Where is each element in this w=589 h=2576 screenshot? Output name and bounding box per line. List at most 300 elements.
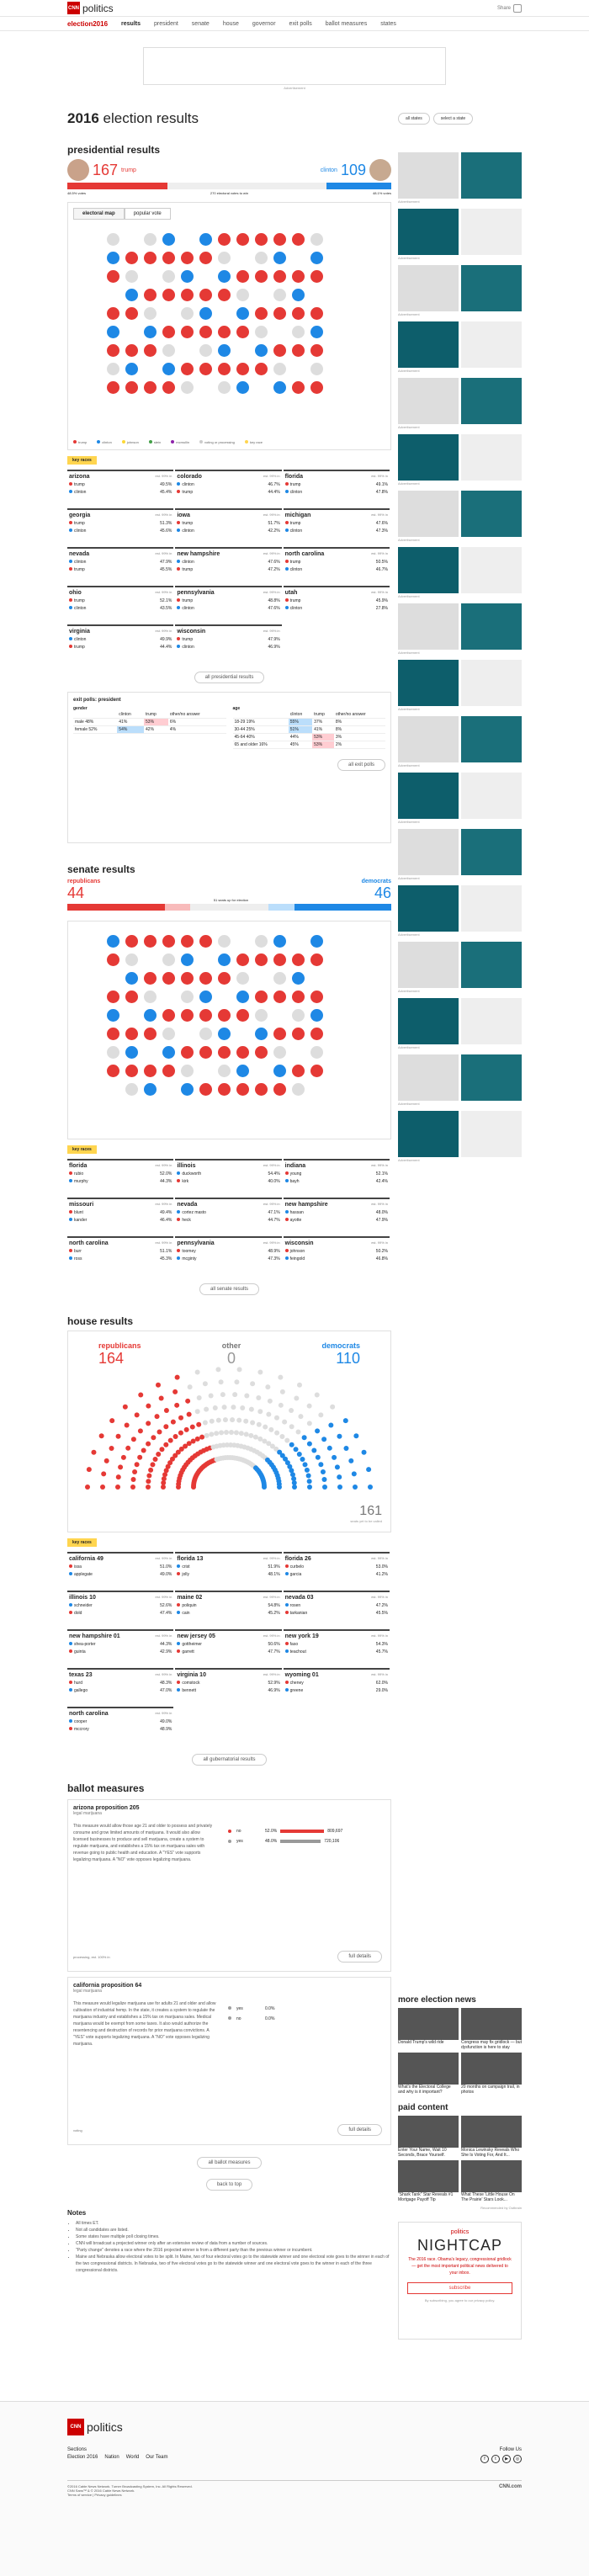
nav-states[interactable]: states [380,20,396,27]
party-dot-icon [285,1210,289,1214]
nav-ballot-measures[interactable]: ballot measures [325,20,368,27]
state-tile[interactable] [125,1028,138,1040]
footer-cnn-logo[interactable]: CNN [67,2419,84,2435]
state-tile[interactable] [218,363,231,375]
state-tile[interactable] [181,1083,194,1096]
state-tile[interactable] [255,1083,268,1096]
news-item[interactable] [398,2053,459,2095]
state-tile[interactable] [236,1046,249,1059]
race-card[interactable]: new jersey 05 est. 99% in gottheimer 50.6% garrett 47.7% [175,1629,281,1668]
state-tile[interactable] [199,363,212,375]
race-card[interactable]: new york 19 est. 99% in faso 54.3% teachout 45.7% [284,1629,390,1668]
state-tile[interactable] [218,381,231,394]
state-tile[interactable] [162,935,175,948]
state-tile[interactable] [273,252,286,264]
race-card[interactable]: north carolina est. 99% in trump 50.5% clinton 46.7% [284,547,390,586]
state-tile[interactable] [162,1065,175,1077]
race-card[interactable]: new hampshire est. 99% in clinton 47.6% trump 47.2% [175,547,281,586]
state-tile[interactable] [181,363,194,375]
paid-item[interactable] [461,2116,522,2158]
footer-link-nation[interactable]: Nation [104,2455,119,2460]
state-tile[interactable] [310,935,323,948]
state-tile[interactable] [125,363,138,375]
state-tile[interactable] [125,991,138,1003]
state-tile[interactable] [292,991,305,1003]
state-tile[interactable] [218,1028,231,1040]
state-tile[interactable] [310,381,323,394]
house-seat [220,1392,226,1397]
all-senate-button[interactable]: all senate results [199,1283,259,1295]
state-tile[interactable] [199,307,212,320]
state-tile[interactable] [107,233,119,246]
race-card[interactable]: new hampshire 01 est. 99% in shea-porter 44.3% guinta 42.9% [67,1629,173,1668]
rail-ad-block[interactable]: Advertisement [398,829,522,880]
state-tile[interactable] [255,935,268,948]
race-card[interactable]: arizona est. 99% in trump 49.5% clinton 45.4% [67,470,173,508]
state-tile[interactable] [107,935,119,948]
rail-ad-block[interactable]: Advertisement [398,773,522,824]
race-card[interactable]: wyoming 01 est. 99% in cheney 62.0% greene 29.0% [284,1668,390,1707]
race-card[interactable]: wisconsin est. 99% in johnson 50.2% feingold 46.8% [284,1236,390,1275]
rail-ad-block[interactable]: Advertisement [398,660,522,711]
state-tile[interactable] [181,953,194,966]
state-tile[interactable] [273,1083,286,1096]
candidate-2: tarkanian [289,1611,308,1616]
state-tile[interactable] [181,1046,194,1059]
state-tile[interactable] [255,326,268,338]
state-tile[interactable] [125,953,138,966]
facebook-icon[interactable]: f [480,2455,489,2463]
race-card[interactable]: pennsylvania est. 99% in trump 48.8% clinton 47.6% [175,586,281,624]
race-card[interactable]: texas 23 est. 99% in hurd 48.3% gallego 47.0% [67,1668,173,1707]
state-tile[interactable] [144,307,157,320]
state-tile[interactable] [273,233,286,246]
state-tile[interactable] [310,1065,323,1077]
top-ad[interactable] [143,47,446,85]
race-card[interactable]: colorado est. 99% in clinton 46.7% trump 44.4% [175,470,281,508]
state-tile[interactable] [292,1009,305,1022]
state-tile[interactable] [292,307,305,320]
state-tile[interactable] [236,307,249,320]
state-tile[interactable] [218,1009,231,1022]
state-tile[interactable] [199,991,212,1003]
state-tile[interactable] [107,307,119,320]
state-tile[interactable] [218,935,231,948]
state-tile[interactable] [310,307,323,320]
state-tile[interactable] [107,953,119,966]
state-tile[interactable] [144,991,157,1003]
state-tile[interactable] [144,252,157,264]
state-tile[interactable] [236,326,249,338]
state-tile[interactable] [125,289,138,301]
race-card[interactable]: pennsylvania est. 99% in toomey 48.9% mcginty 47.3% [175,1236,281,1275]
state-tile[interactable] [292,381,305,394]
state-tile[interactable] [107,991,119,1003]
state-tile[interactable] [162,289,175,301]
rail-ad-block[interactable]: Advertisement [398,1054,522,1106]
state-tile[interactable] [181,270,194,283]
exit-row: 65 and older 16% 45% 53% 2% [233,741,386,749]
state-tile[interactable] [218,252,231,264]
party-dot-icon [285,521,289,524]
state-tile[interactable] [273,307,286,320]
race-card[interactable]: nevada est. 99% in clinton 47.9% trump 45.5% [67,547,173,586]
state-tile[interactable] [255,344,268,357]
state-tile[interactable] [107,252,119,264]
state-tile[interactable] [181,991,194,1003]
state-tile[interactable] [162,1046,175,1059]
race-card[interactable]: iowa est. 99% in trump 51.7% clinton 42.2% [175,508,281,547]
state-tile[interactable] [125,381,138,394]
race-card[interactable]: nevada est. 99% in cortez masto 47.1% heck 44.7% [175,1198,281,1236]
race-card[interactable]: illinois est. 99% in duckworth 54.4% kirk 40.0% [175,1159,281,1198]
youtube-icon[interactable]: ▶ [502,2455,511,2463]
note-line: • "Party change" denotes a race where the 2016 projected winner is from a different party than the previous winner or incumbent. [76,2247,391,2254]
back-to-top-button[interactable]: back to top [206,2179,252,2191]
state-tile[interactable] [199,344,212,357]
paid-item[interactable] [398,2116,459,2158]
state-tile[interactable] [125,252,138,264]
key-races-badge: key races [67,456,97,465]
state-tile[interactable] [310,270,323,283]
race-card[interactable]: florida est. 99% in rubio 52.0% murphy 44.3% [67,1159,173,1198]
state-tile[interactable] [236,1083,249,1096]
nav-results[interactable]: results [121,20,141,27]
rail-ad-block[interactable]: Advertisement [398,434,522,486]
candidate-2: clinton [289,606,303,611]
state-tile[interactable] [199,1083,212,1096]
all-ballot-button[interactable]: all ballot measures [197,2157,261,2169]
race-card[interactable]: nevada 03 est. 99% in rosen 47.2% tarkanian 45.5% [284,1591,390,1629]
state-tile[interactable] [310,252,323,264]
nav-governor[interactable]: governor [252,20,276,27]
state-tile[interactable] [255,1028,268,1040]
state-tile[interactable] [107,1046,119,1059]
state-tile[interactable] [236,381,249,394]
state-tile[interactable] [310,1046,323,1059]
rail-ad-block[interactable]: Advertisement [398,1111,522,1162]
cnn-com-link[interactable]: CNN.com [498,2484,522,2489]
state-tile[interactable] [162,344,175,357]
all-presidential-button[interactable]: all presidential results [194,672,265,683]
state-tile[interactable] [181,252,194,264]
news-item[interactable] [461,2053,522,2095]
state-tile[interactable] [125,344,138,357]
state-tile[interactable] [310,326,323,338]
race-card[interactable]: ohio est. 99% in trump 52.1% clinton 43.5% [67,586,173,624]
state-tile[interactable] [162,953,175,966]
race-card[interactable]: maine 02 est. 99% in poliquin 54.8% cain 45.2% [175,1591,281,1629]
house-seat [279,1403,284,1408]
share-control[interactable] [497,4,522,13]
state-tile[interactable] [310,344,323,357]
state-tile[interactable] [273,363,286,375]
state-tile[interactable] [107,344,119,357]
rail-ad-block[interactable]: Advertisement [398,209,522,260]
measure1-details-button[interactable]: full details [337,1951,382,1963]
state-tile[interactable] [162,381,175,394]
terms-links[interactable]: Terms of service | Privacy guidelines [67,2493,122,2497]
state-tile[interactable] [236,363,249,375]
state-tile[interactable] [236,972,249,985]
state-tile[interactable] [236,233,249,246]
state-tile[interactable] [292,1028,305,1040]
state-tile[interactable] [292,1065,305,1077]
rail-ad-block[interactable]: Advertisement [398,942,522,993]
rail-ad-block[interactable]: Advertisement [398,152,522,204]
thumbnail-image [398,2160,459,2192]
house-seat [337,1485,342,1490]
state-tile[interactable] [162,270,175,283]
state-tile[interactable] [199,1009,212,1022]
news-item[interactable] [398,2008,459,2050]
rail-ad-block[interactable]: Advertisement [398,491,522,542]
state-tile[interactable] [218,972,231,985]
state-tile[interactable] [273,953,286,966]
state-tile[interactable] [292,289,305,301]
party-dot-icon [69,482,72,486]
state-tile[interactable] [255,953,268,966]
state-tile[interactable] [199,252,212,264]
state-tile[interactable] [162,363,175,375]
state-tile[interactable] [273,1046,286,1059]
state-tile[interactable] [181,326,194,338]
state-select[interactable]: select a state [433,113,473,125]
state-tile[interactable] [236,1009,249,1022]
state-tile[interactable] [255,991,268,1003]
twitter-icon[interactable]: t [491,2455,500,2463]
state-tile[interactable] [218,270,231,283]
race-card[interactable]: florida 13 est. 99% in crist 51.9% jolly 48.1% [175,1552,281,1591]
candidate-2-pct: 47.7% [268,1649,280,1654]
news-item[interactable] [461,2008,522,2050]
party-dot-icon [285,1572,289,1575]
state-tile[interactable] [292,233,305,246]
state-tile[interactable] [310,1028,323,1040]
state-tile[interactable] [273,991,286,1003]
party-dot-icon [69,1681,72,1684]
nav-house[interactable]: house [222,20,239,27]
state-tile[interactable] [236,953,249,966]
state-tile[interactable] [144,326,157,338]
house-seat [131,1477,136,1482]
race-card[interactable]: virginia est. 99% in clinton 49.9% trump 44.4% [67,624,173,663]
state-tile[interactable] [144,344,157,357]
state-tile[interactable] [125,935,138,948]
race-card[interactable]: illinois 10 est. 99% in schneider 52.6% dold 47.4% [67,1591,173,1629]
state-tile[interactable] [144,1009,157,1022]
state-tile[interactable] [181,935,194,948]
rail-ad-block[interactable]: Advertisement [398,265,522,316]
state-tile[interactable] [199,233,212,246]
nav-president[interactable]: president [154,20,178,27]
state-tile[interactable] [199,1046,212,1059]
state-tile[interactable] [162,1028,175,1040]
state-tile[interactable] [255,363,268,375]
section-name[interactable]: politics [82,2,114,14]
dem-candidate: clinton [320,167,337,173]
state-tile[interactable] [310,953,323,966]
race-card[interactable]: missouri est. 99% in blunt 49.4% kander 46.4% [67,1198,173,1236]
state-tile[interactable] [144,233,157,246]
cnn-logo[interactable]: CNN [67,2,80,14]
state-tile[interactable] [144,381,157,394]
state-tile[interactable] [292,972,305,985]
state-tile[interactable] [273,381,286,394]
state-tile[interactable] [273,1065,286,1077]
state-tile[interactable] [292,1083,305,1096]
state-tile[interactable] [218,1065,231,1077]
footer-link-election[interactable]: Election 2016 [67,2455,98,2460]
race-card[interactable]: new hampshire est. 99% in hassan 48.0% ayotte 47.9% [284,1198,390,1236]
state-tile[interactable] [255,233,268,246]
race-card[interactable]: michigan est. 99% in trump 47.6% clinton 47.3% [284,508,390,547]
state-tile[interactable] [162,1009,175,1022]
race-card[interactable]: florida 26 est. 99% in curbelo 53.0% garcia 41.2% [284,1552,390,1591]
state-tile[interactable] [292,344,305,357]
rail-ad-block[interactable]: Advertisement [398,998,522,1049]
all-states-select[interactable]: all states [398,113,430,125]
state-tile[interactable] [236,991,249,1003]
race-card[interactable]: wisconsin est. 99% in trump 47.9% clinton 46.9% [175,624,281,663]
state-tile[interactable] [310,991,323,1003]
state-tile[interactable] [273,344,286,357]
state-tile[interactable] [199,1028,212,1040]
state-tile[interactable] [144,1028,157,1040]
state-tile[interactable] [144,1083,157,1096]
all-gubernatorial-button[interactable]: all gubernatorial results [192,1754,266,1766]
state-tile[interactable] [107,381,119,394]
state-tile[interactable] [273,289,286,301]
state-tile[interactable] [181,381,194,394]
nav-exit-polls[interactable]: exit polls [289,20,312,27]
state-tile[interactable] [218,326,231,338]
state-tile[interactable] [181,307,194,320]
state-tile[interactable] [255,1046,268,1059]
race-card[interactable]: california 49 est. 99% in issa 51.0% applegate 49.0% [67,1552,173,1591]
state-tile[interactable] [125,1083,138,1096]
rail-ad-block[interactable]: Advertisement [398,716,522,767]
state-tile[interactable] [273,972,286,985]
measure2-details-button[interactable]: full details [337,2124,382,2136]
state-tile[interactable] [125,1065,138,1077]
state-tile[interactable] [199,326,212,338]
state-tile[interactable] [107,1009,119,1022]
race-card[interactable]: virginia 10 est. 99% in comstock 52.9% bennett 46.9% [175,1668,281,1707]
all-exit-polls-button[interactable]: all exit polls [337,759,385,771]
house-seat [282,1420,287,1425]
paid-item[interactable] [398,2160,459,2202]
footer-section[interactable]: politics [87,2420,123,2434]
race-card[interactable]: florida est. 99% in trump 49.1% clinton 47.8% [284,470,390,508]
rail-ad-block[interactable]: Advertisement [398,378,522,429]
state-tile[interactable] [255,252,268,264]
footer-link-world[interactable]: World [125,2455,140,2460]
state-tile[interactable] [218,233,231,246]
state-tile[interactable] [181,1065,194,1077]
race-card[interactable]: north carolina est. 99% in burr 51.1% ross 45.3% [67,1236,173,1275]
tab-electoral-map[interactable]: electoral map [73,208,125,220]
state-tile[interactable] [255,1009,268,1022]
state-tile[interactable] [199,289,212,301]
race-name: new jersey 05 [177,1633,215,1639]
state-tile[interactable] [292,953,305,966]
state-tile[interactable] [162,233,175,246]
paid-item[interactable] [461,2160,522,2202]
state-tile[interactable] [107,1065,119,1077]
race-card[interactable]: utah est. 99% in trump 45.9% clinton 27.8% [284,586,390,624]
state-tile[interactable] [218,344,231,357]
state-tile[interactable] [162,252,175,264]
state-tile[interactable] [107,363,119,375]
state-tile[interactable] [181,1009,194,1022]
state-tile[interactable] [292,270,305,283]
state-tile[interactable] [199,972,212,985]
state-tile[interactable] [218,953,231,966]
state-tile[interactable] [162,326,175,338]
state-tile[interactable] [218,289,231,301]
rail-ad-block[interactable]: Advertisement [398,885,522,937]
state-tile[interactable] [292,326,305,338]
state-tile[interactable] [255,270,268,283]
state-tile[interactable] [125,307,138,320]
state-tile[interactable] [125,972,138,985]
footer-link-team[interactable]: Our Team [146,2455,168,2460]
state-tile[interactable] [218,1083,231,1096]
state-tile[interactable] [107,326,119,338]
state-tile[interactable] [144,935,157,948]
state-tile[interactable] [107,270,119,283]
race-name: florida 13 [177,1556,204,1562]
state-tile[interactable] [310,233,323,246]
state-tile[interactable] [236,1065,249,1077]
state-tile[interactable] [144,1065,157,1077]
state-tile[interactable] [199,935,212,948]
state-tile[interactable] [310,363,323,375]
race-card[interactable]: indiana est. 99% in young 52.1% bayh 42.4% [284,1159,390,1198]
state-tile[interactable] [218,1046,231,1059]
state-tile[interactable] [144,972,157,985]
state-tile[interactable] [273,935,286,948]
state-tile[interactable] [236,270,249,283]
state-tile[interactable] [125,270,138,283]
state-tile[interactable] [144,289,157,301]
state-tile[interactable] [310,1009,323,1022]
state-tile[interactable] [107,1028,119,1040]
rail-ad-block[interactable]: Advertisement [398,547,522,598]
house-dem-label: democrats [321,1341,360,1350]
race-card[interactable]: georgia est. 99% in trump 51.3% clinton 45.6% [67,508,173,547]
state-tile[interactable] [181,972,194,985]
state-tile[interactable] [236,289,249,301]
instagram-icon[interactable]: ◎ [513,2455,522,2463]
share-icon[interactable] [513,4,522,13]
subscribe-button[interactable]: subscribe [407,2282,512,2294]
state-tile[interactable] [125,1046,138,1059]
nav-senate[interactable]: senate [191,20,210,27]
race-card[interactable]: north carolina est. 99% in cooper 49.0% mccrory 48.9% [67,1707,173,1745]
rail-ad-block[interactable]: Advertisement [398,321,522,373]
election-brand[interactable]: election2016 [67,19,109,28]
tab-popular-vote[interactable]: popular vote [125,208,171,220]
house-seat [321,1469,326,1474]
rail-ad-block[interactable]: Advertisement [398,603,522,655]
state-tile[interactable] [273,1028,286,1040]
state-tile[interactable] [162,972,175,985]
state-tile[interactable] [273,270,286,283]
state-tile[interactable] [181,289,194,301]
state-tile[interactable] [255,307,268,320]
